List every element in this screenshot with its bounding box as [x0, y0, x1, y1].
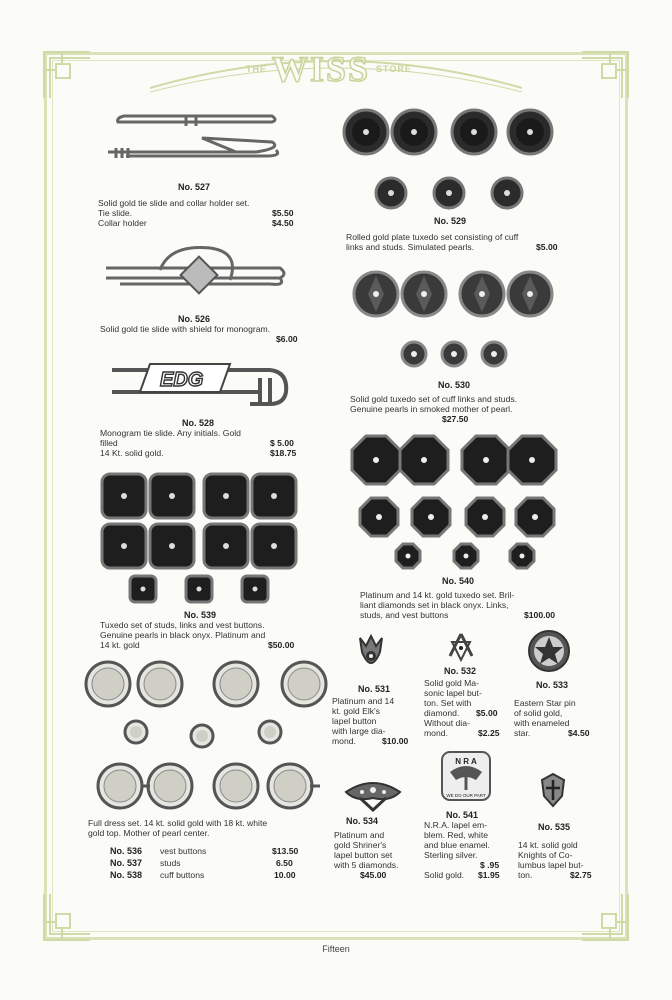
item-541-line-2: blem. Red, white — [424, 830, 489, 840]
header-store: STORE — [376, 64, 412, 74]
item-532-line-3: ton. Set with — [424, 698, 472, 708]
item-538-price: 10.00 — [274, 870, 296, 880]
item-537-label: studs — [160, 858, 181, 868]
item-541-price-1: $ .95 — [480, 860, 500, 870]
item-541-line-4: Sterling silver. — [424, 850, 478, 860]
item-number-535: No. 535 — [538, 822, 571, 832]
header-brand: WISS — [272, 49, 371, 89]
item-535-price: $2.75 — [570, 870, 592, 880]
onyx-tuxedo-set-image — [100, 470, 300, 610]
full-dress-set-image — [84, 658, 334, 812]
masonic-lapel-button-icon — [448, 632, 474, 662]
item-532-line-4: diamond. — [424, 708, 460, 718]
item-539-line-3: 14 kt. gold — [100, 640, 140, 650]
nra-badge-bottom: WE DO OUR PART — [446, 793, 486, 798]
solid-gold-tuxedo-set-image — [350, 268, 560, 370]
item-528-price-1: $ 5.00 — [270, 438, 294, 448]
item-527-description: Solid gold tie slide and collar holder set. — [98, 198, 250, 208]
item-527-row-label: Collar holder — [98, 218, 147, 228]
corner-ornament-icon — [578, 890, 632, 944]
item-536-label: vest buttons — [160, 846, 207, 856]
monogram-text: EDG — [160, 369, 204, 391]
knights-of-columbus-button-icon — [538, 772, 568, 808]
item-526-description: Solid gold tie slide with shield for monogram. — [100, 324, 271, 334]
item-531-line-4: with large dia- — [332, 726, 386, 736]
item-number-530: No. 530 — [438, 380, 471, 390]
item-541-line-1: N.R.A. lapel em- — [424, 820, 488, 830]
item-528-description-cont: filled — [100, 438, 118, 448]
item-528-price-2: $18.75 — [270, 448, 297, 458]
item-529-line-2: links and studs. Simulated pearls. — [346, 242, 475, 252]
item-number-536: No. 536 — [110, 846, 143, 856]
item-537-price: 6.50 — [276, 858, 293, 868]
item-531-price: $10.00 — [382, 736, 409, 746]
nra-badge-top: N R A — [455, 757, 477, 766]
item-number-529: No. 529 — [434, 216, 467, 226]
item-541-line-3: and blue enamel. — [424, 840, 490, 850]
full-dress-line-2: gold top. Mother of pearl center. — [88, 828, 210, 838]
nra-emblem-icon — [440, 750, 492, 802]
item-number-533: No. 533 — [536, 680, 569, 690]
item-540-line-3: studs, and vest buttons — [360, 610, 449, 620]
item-536-price: $13.50 — [272, 846, 299, 856]
full-dress-line-1: Full dress set. 14 kt. solid gold with 18 kt. white — [88, 818, 268, 828]
item-534-line-2: gold Shriner's — [334, 840, 387, 850]
item-541-line-6: Solid gold. — [424, 870, 465, 880]
item-532-line-2: sonic lapel but- — [424, 688, 482, 698]
item-534-line-4: with 5 diamonds. — [334, 860, 399, 870]
item-535-line-4: ton. — [518, 870, 533, 880]
item-533-line-1: Eastern Star pin — [514, 698, 576, 708]
item-540-price: $100.00 — [524, 610, 556, 620]
item-531-line-5: mond. — [332, 736, 356, 746]
platinum-onyx-tuxedo-set-image — [350, 432, 560, 572]
item-number-539: No. 539 — [184, 610, 217, 620]
eastern-star-pin-icon — [526, 628, 572, 674]
item-530-line-2: Genuine pearls in smoked mother of pearl. — [350, 404, 513, 414]
item-number-528: No. 528 — [182, 418, 215, 428]
rolled-gold-tuxedo-set-image — [340, 106, 564, 212]
elks-lapel-button-icon — [354, 632, 388, 678]
item-532-line-1: Solid gold Ma- — [424, 678, 479, 688]
item-number-537: No. 537 — [110, 858, 143, 868]
item-532-line-5: Without dia- — [424, 718, 470, 728]
item-539-price: $50.00 — [268, 640, 295, 650]
item-527-row-label: Tie slide. — [98, 208, 133, 218]
page-number: Fifteen — [322, 944, 350, 954]
item-540-line-1: Platinum and 14 kt. gold tuxedo set. Bril- — [360, 590, 515, 600]
item-535-line-2: Knights of Co- — [518, 850, 573, 860]
item-528-description: Monogram tie slide. Any initials. Gold — [100, 428, 241, 438]
item-531-line-1: Platinum and 14 — [332, 696, 395, 706]
item-533-line-3: with enameled — [514, 718, 570, 728]
item-number-532: No. 532 — [444, 666, 477, 676]
store-header — [0, 44, 672, 94]
item-number-531: No. 531 — [358, 684, 391, 694]
item-number-541: No. 541 — [446, 810, 479, 820]
item-540-line-2: liant diamonds set in black onyx. Links, — [360, 600, 509, 610]
item-532-price-1: $5.00 — [476, 708, 498, 718]
item-number-527: No. 527 — [178, 182, 211, 192]
item-530-line-1: Solid gold tuxedo set of cuff links and studs. — [350, 394, 518, 404]
item-535-line-3: lumbus lapel but- — [518, 860, 584, 870]
item-527-row-price: $5.50 — [272, 208, 294, 218]
corner-ornament-icon — [40, 890, 94, 944]
item-533-line-2: of solid gold, — [514, 708, 563, 718]
header-the: THE — [246, 64, 267, 74]
tie-slide-shield-image — [100, 240, 290, 310]
item-538-label: cuff buttons — [160, 870, 205, 880]
item-539-line-1: Tuxedo set of studs, links and vest buttons. — [100, 620, 265, 630]
item-534-line-3: lapel button set — [334, 850, 393, 860]
item-533-line-4: star. — [514, 728, 531, 738]
item-number-526: No. 526 — [178, 314, 211, 324]
item-533-price: $4.50 — [568, 728, 590, 738]
item-539-line-2: Genuine pearls in black onyx. Platinum and — [100, 630, 266, 640]
item-531-line-3: lapel button — [332, 716, 377, 726]
item-534-price: $45.00 — [360, 870, 387, 880]
item-number-538: No. 538 — [110, 870, 143, 880]
item-541-price-2: $1.95 — [478, 870, 500, 880]
item-529-price: $5.00 — [536, 242, 558, 252]
item-532-price-2: $2.25 — [478, 728, 500, 738]
item-number-534: No. 534 — [346, 816, 379, 826]
item-531-line-2: kt. gold Elk's — [332, 706, 380, 716]
item-526-price: $6.00 — [276, 334, 298, 344]
item-number-540: No. 540 — [442, 576, 475, 586]
item-534-line-1: Platinum and — [334, 830, 385, 840]
tie-slide-collar-holder-image — [106, 108, 286, 170]
item-529-line-1: Rolled gold plate tuxedo set consisting of cuff — [346, 232, 519, 242]
item-535-line-1: 14 kt. solid gold — [518, 840, 578, 850]
item-528-label-2: 14 Kt. solid gold. — [100, 448, 164, 458]
item-527-row-price: $4.50 — [272, 218, 294, 228]
monogram-tie-slide-image — [110, 352, 290, 412]
item-532-line-6: mond. — [424, 728, 448, 738]
item-530-price: $27.50 — [442, 414, 469, 424]
shriner-lapel-button-icon — [342, 778, 404, 812]
